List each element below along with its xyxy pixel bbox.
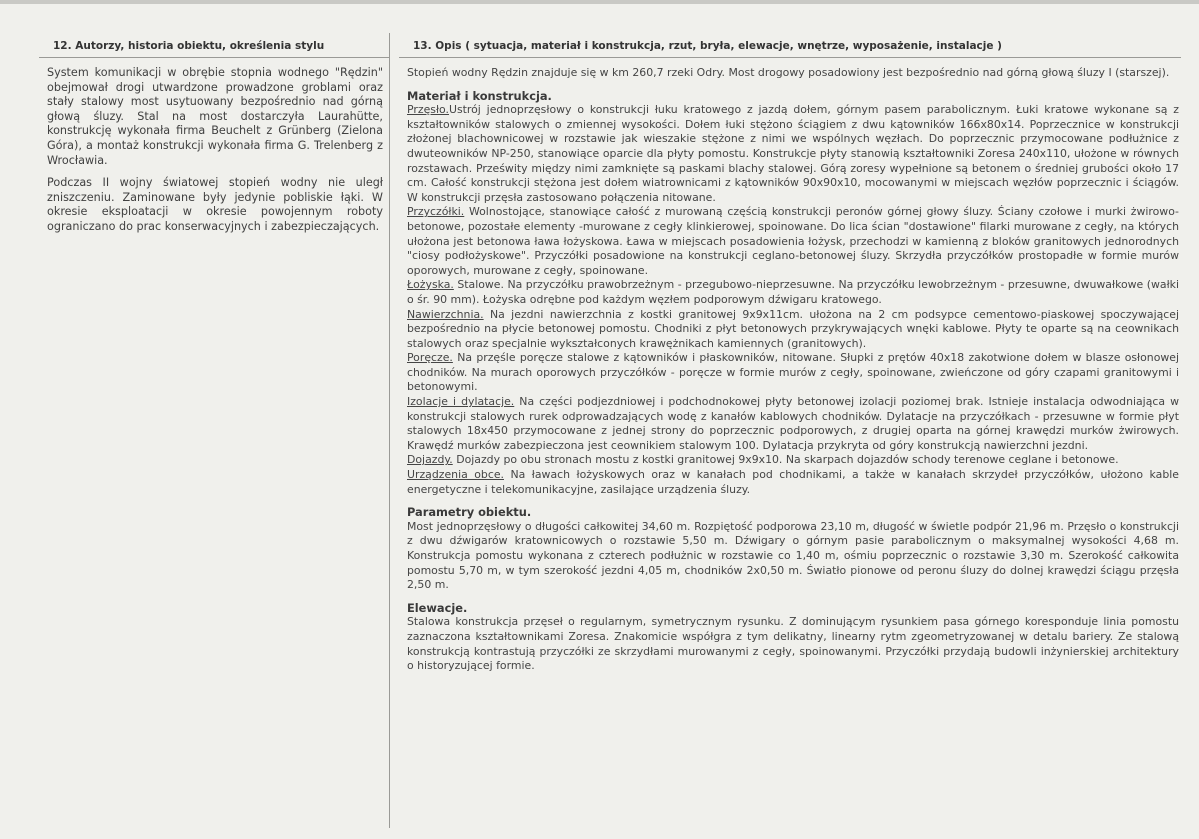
porecze-text: Na przęśle poręcze stalowe z kątowników i płaskowników, nitowane. Słupki z prętów 40x18 zakotwione dołem w blasze osłonowej chodników. Na murach oporowych przyczółków - poręcze w formie murów z cegły, spoinowane, zwieńczone od góry czapami granitowymi i betonowymi. xyxy=(407,351,1179,394)
przyczolki-text: Wolnostojące, stanowiące całość z murowaną częścią konstrukcji peronów górnej głowy śluzy. Ściany czołowe i murki żwirowo-betonowe, pozostałe elementy -murowane z cegły klinkierowej, spoinowane. Do lica ścian "dostawione" filarki murowane z cegły, na których ułożona jest betonowa ława łożyskowa. Ława w miejscach posadowienia łożysk, przechodzi w kamienną z bloków granitowych jednorodnych "ciosy podłożyskowe". Przyczółki posadowione na konstrukcji ceglano-betonowej śluzy. Skrzydła przyczółków prostopadłe w formie murów oporowych, murowane z cegły, spoinowane. xyxy=(407,205,1179,277)
nawierzchnia-paragraph xyxy=(407,308,1179,352)
nawierzchnia-label: Nawierzchnia. xyxy=(407,307,484,321)
dojazdy-paragraph xyxy=(407,453,1179,468)
history-heading: 12. Autorzy, historia obiektu, określenia stylu xyxy=(39,33,389,58)
nawierzchnia-text: Na jezdni nawierzchnia z kostki granitowej 9x9x11cm. ułożona na 2 cm podsypce cementowo-piaskowej spoczywającej bezpośrednio na płycie betonowej pomostu. Chodniki z płyt betonowych przykrywających wnęki kablowe. Płyty te oparte są na ceownikach stalowych oraz specjalnie wykształconych krawężnikach kamiennych (granitowych). xyxy=(407,307,1179,350)
urzadzenia-text: Na ławach łożyskowych oraz w kanałach pod chodnikami, a także w kanałach skrzydeł przyczółków, ułożono kable energetyczne i telekomunikacyjne, zasilające urządzenia śluzy. xyxy=(407,468,1179,496)
przyczolki-label: Przyczółki. xyxy=(407,205,465,219)
history-paragraph-2: Podczas II wojny światowej stopień wodny nie uległ zniszczeniu. Zaminowane były jedynie pobliskie łąki. W okresie eksploatacji w okresie powojennym roboty ograniczano do prac konserwacyjnych i zabezpieczających. xyxy=(47,176,383,233)
history-paragraph-1: System komunikacji w obrębie stopnia wodnego "Rędzin" obejmował drogi utwardzone prowadzone groblami oraz stały stalowy most usytuowany bezpośrednio nad górną głową śluzy. Stal na most dostarczyła Laurahütte, konstrukcję wykonała firma Beuchelt z Grünberg (Zielona Góra), a montaż konstrukcji wykonała firma G. Trelenberg z Wrocławia. xyxy=(47,66,383,167)
description-text xyxy=(399,58,1181,674)
izolacje-paragraph xyxy=(407,395,1179,453)
lozyska-paragraph xyxy=(407,278,1179,307)
przeslo-label: Przęsło. xyxy=(407,103,449,117)
description-heading: 13. Opis ( sytuacja, materiał i konstrukcja, rzut, bryła, elewacje, wnętrze, wyposażenie, instalacje ) xyxy=(399,33,1181,58)
lozyska-text: Stalowe. Na przyczółku prawobrzeżnym - przegubowo-nieprzesuwne. Na przyczółku lewobrzeżnym - przesuwne, dwuwałkowe (wałki o śr. 90 mm). Łożyska odrębne pod każdym węzłem podporowym dźwigaru kratowego. xyxy=(407,278,1179,306)
parametry-paragraph: Most jednoprzęsłowy o długości całkowitej 34,60 m. Rozpiętość podporowa 23,10 m, długość w świetle podpór 21,96 m. Przęsło o konstrukcji z dwu dźwigarów kratownicowych o rozstawie 5,50 m. Dźwigary o górnym pasie parabolicznym o maksymalnej wysokości 4,68 m. Konstrukcja pomostu wykonana z czterech podłużnic w rozstawie co 1,40 m, ośmiu poprzecznic o rozstawie 3,30 m. Szerokość całkowita pomostu 5,70 m, w tym szerokość jezdni 4,05 m, chodników 2x0,50 m. Światło pionowe od peronu śluzy do dolnej krawędzi ściągu przęsła 2,50 m. xyxy=(407,519,1179,592)
history-text xyxy=(39,58,389,235)
urzadzenia-label: Urządzenia obce. xyxy=(407,468,504,482)
urzadzenia-paragraph xyxy=(407,468,1179,497)
przeslo-paragraph xyxy=(407,103,1179,205)
przyczolki-paragraph xyxy=(407,205,1179,278)
izolacje-label: Izolacje i dylatacje. xyxy=(407,395,515,409)
izolacje-text: Na części podjezdniowej i podchodnokowej płyty betonowej izolacji poziomej brak. Istnieje instalacja odwodniająca w konstrukcji stalowych rurek odprowadzających wodę z kanałów kablowych chodników. Dylatacje na przyczółkach - przesuwne w formie płyt stalowych 18x450 przymocowane z jednej strony do poprzecznic podporowych, z drugiej oparta na górnej krawędzi murków żwirowych. Krawędź murków zabezpieczona jest ceownikiem stalowym 100. Dylatacja przykryta od góry konstrukcją nawierzchni jezdni. xyxy=(407,395,1179,452)
parametry-subheading: Parametry obiektu. xyxy=(407,505,532,520)
lozyska-label: Łożyska. xyxy=(407,278,454,292)
porecze-paragraph xyxy=(407,351,1179,395)
description-column xyxy=(399,33,1181,828)
history-column xyxy=(39,33,390,828)
intro-paragraph: Stopień wodny Rędzin znajduje się w km 260,7 rzeki Odry. Most drogowy posadowiony jest bezpośrednio nad górną głową śluzy I (starszej). xyxy=(407,66,1170,79)
material-subheading: Materiał i konstrukcja. xyxy=(407,88,552,103)
elewacje-paragraph: Stalowa konstrukcja przęseł o regularnym, symetrycznym rysunku. Z dominującym rysunkiem pasa górnego koresponduje linia pomostu zaznaczona kształtownikami Zoresa. Znakomicie współgra z tym delikatny, linearny rytm zgeometryzowanej w detalu bariery. Ze stalową konstrukcją kontrastują przyczółki ze skrzydłami murowanymi z cegły, spoinowanymi. Przyczółki przydają budowli inżynierskiej architektury o historyzującej formie. xyxy=(407,615,1179,673)
przeslo-text: Ustrój jednoprzęsłowy o konstrukcji łuku kratowego z jazdą dołem, górnym pasem parabolicznym. Łuki kratowe wykonane są z kształtowników stalowych o zmiennej wysokości. Dołem łuki stężono ściągiem z dwu kątowników 166x80x14. Poprzecznice w konstrukcji złożonej blachownicowej w rozstawie jak wieszakie stężone z nimi we wspólnych węzłach. Do poprzecznic przymocowane podłużnice z dwuteowników NP-250, stanowiące oparcie dla płyty pomostu. Konstrukcje płyty stanowią kształtowniki Zoresa 240x110, ułożone w równych rozstawach. Prześwity między nimi zamknięte są paskami blachy stalowej. Górą zoresy wypełnione są betonem o średniej grubości około 17 cm. Całość konstrukcji stężona jest dołem wiatrownicami z kątowników 90x90x10, mocowanymi w miejscach węzłów poprzecznic i ściągów. W konstrukcji przęsła zastosowano połączenia nitowane. xyxy=(407,103,1179,204)
dojazdy-text: Dojazdy po obu stronach mostu z kostki granitowej 9x9x10. Na skarpach dojazdów schody terenowe ceglane i betonowe. xyxy=(452,453,1119,467)
dojazdy-label: Dojazdy. xyxy=(407,453,453,467)
elewacje-subheading: Elewacje. xyxy=(407,600,468,615)
porecze-label: Poręcze. xyxy=(407,351,453,365)
